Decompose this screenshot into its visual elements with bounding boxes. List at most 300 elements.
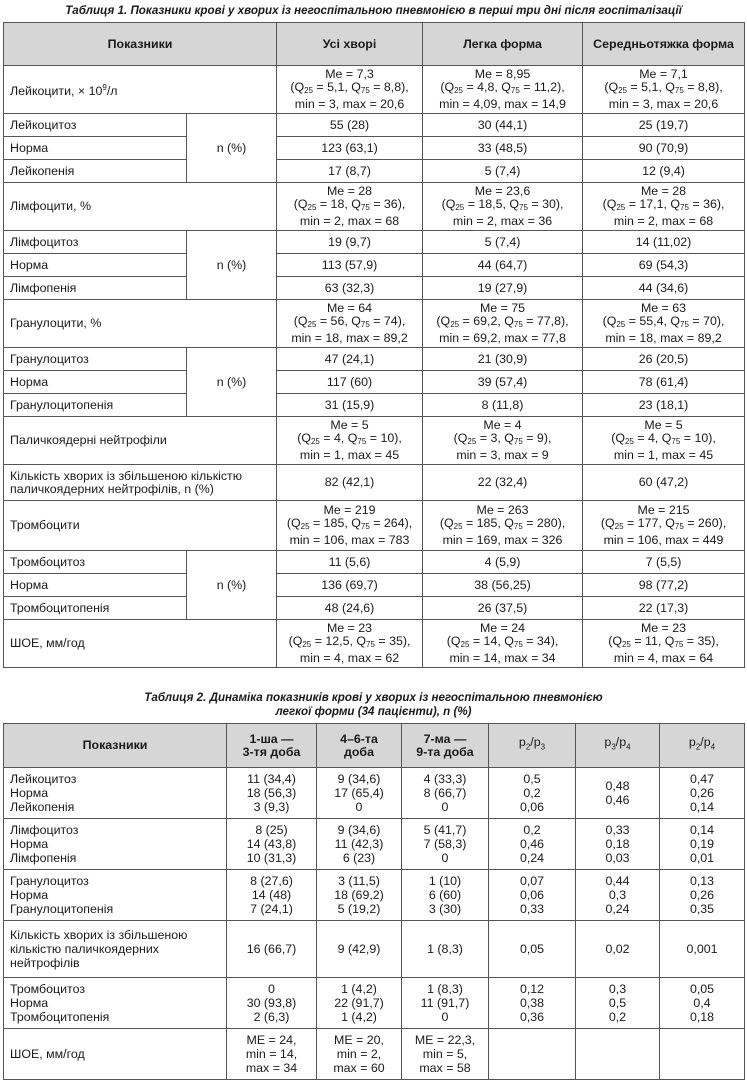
- stat-cell: [277, 417, 423, 465]
- header-day-4-6-line1: 4–6-та: [340, 731, 378, 746]
- day3-values-line: 1 (8,3): [427, 982, 463, 996]
- p24-values-line: 0,26: [689, 786, 715, 800]
- stat-cell: [423, 620, 583, 668]
- day3-values: [402, 819, 489, 870]
- p34-values-line: 0,5: [608, 996, 627, 1010]
- table2-row: [4, 978, 745, 1029]
- table2-caption-line2: легкої форми (34 пацієнти), n (%): [275, 705, 472, 718]
- header-day-1-3: [227, 724, 317, 768]
- day1-values-line: 18 (56,3): [246, 786, 297, 800]
- p34-values-line: 0,3: [608, 982, 627, 996]
- quartiles: ($Q_{25} = 4,8$, $Q_{75} = 11,2$),: [440, 80, 565, 96]
- day1-values-line: 11 (34,4): [247, 772, 296, 786]
- value-cell: 48 (24,6): [277, 597, 423, 620]
- q25-value: 55,4: [639, 314, 664, 329]
- row-labels-line: Гранулоцитопенія: [10, 902, 114, 916]
- value-cell: 39 (57,4): [423, 371, 583, 394]
- day3-values-line: ME = 22,3,: [414, 1033, 476, 1047]
- quartiles: ($Q_{25} = 14$, $Q_{75} = 34$),: [446, 634, 559, 650]
- leuk-sup: 9: [102, 82, 107, 92]
- day3-values-line: 7 (58,3): [423, 837, 467, 851]
- day2-values-line: 17 (65,4): [334, 786, 384, 800]
- table-row: [4, 277, 745, 300]
- value-cell: 0,02: [576, 921, 660, 978]
- header-day-7-9-line1: 7-ма —: [423, 731, 467, 746]
- row-label: ШОЕ, мм/год: [4, 1029, 227, 1080]
- value-cell: 5 (7,4): [423, 160, 583, 183]
- p23-values-line: 0,06: [519, 800, 545, 814]
- value-cell: 1 (8,3): [402, 921, 489, 978]
- day2-values-line: 0: [355, 800, 363, 814]
- median-value: Me = 75: [479, 301, 526, 316]
- table2-row: [4, 768, 745, 819]
- gran-label: Гранулоцити, %: [10, 316, 102, 331]
- p24-values-line: 0,14: [689, 823, 715, 837]
- value-cell: 26 (37,5): [423, 597, 583, 620]
- row-label: Лімфоцитоз: [4, 231, 187, 254]
- min-max: min = 14, max = 34: [449, 650, 556, 665]
- min-max: min = 2, max = 68: [299, 213, 400, 228]
- q25-value: 11: [645, 634, 658, 649]
- value-cell: 0,05: [489, 921, 576, 978]
- value-cell: 117 (60): [277, 371, 423, 394]
- row-labels: [4, 768, 227, 819]
- leuk-label-text: Лейкоцити, × 10: [10, 83, 103, 98]
- table2-header-row: [4, 724, 745, 768]
- header-p2-p3-sub: 2: [525, 742, 531, 752]
- stat-cell: [423, 501, 583, 551]
- row-labels-line: Лімфопенія: [10, 851, 77, 865]
- header-mild-form: Легка форма: [423, 23, 583, 66]
- day2-values: [317, 978, 402, 1029]
- table2-caption-line1: Таблиця 2. Динаміка показників крові у хворих із негоспітальною пневмонією: [144, 691, 603, 704]
- value-cell: 136 (69,7): [277, 574, 423, 597]
- value-cell: 22 (17,3): [583, 597, 745, 620]
- value-cell: 4 (5,9): [423, 551, 583, 574]
- row-label: Норма: [4, 574, 187, 597]
- row-label: [4, 501, 277, 551]
- table-row: [4, 137, 745, 160]
- stat-cell: [583, 183, 745, 231]
- table2-row-esr: [4, 1029, 745, 1080]
- q25-value: 18: [330, 197, 345, 212]
- value-cell: 47 (24,1): [277, 348, 423, 371]
- q25-value: 12,5: [325, 634, 350, 649]
- day2-values-line: 6 (23): [342, 851, 376, 865]
- day3-values-line: 3 (30): [428, 902, 462, 916]
- quartiles: ($Q_{25} = 177$, $Q_{75} = 260$),: [600, 516, 727, 532]
- q25-value: 56: [330, 314, 345, 329]
- p24-values: [660, 819, 745, 870]
- value-cell: 26 (20,5): [583, 348, 745, 371]
- q25-value: 5,1: [641, 80, 659, 95]
- p23-values-line: 0,2: [523, 786, 541, 800]
- row-labels-line: Норма: [10, 996, 49, 1010]
- header-day-7-9: [402, 724, 489, 768]
- table1: [3, 22, 745, 668]
- header-p2-p4-sub2: 4: [710, 742, 716, 752]
- p34-values-line: 0,2: [608, 1010, 627, 1024]
- plt-label: Тромбоцити: [10, 518, 80, 533]
- value-cell: 17 (8,7): [277, 160, 423, 183]
- unit-cell: n (%): [187, 231, 277, 300]
- row-label: Норма: [4, 254, 187, 277]
- stat-cell: [583, 417, 745, 465]
- p34-values-line: 0,46: [605, 793, 630, 807]
- day1-values: [227, 768, 317, 819]
- q75-value: 9: [536, 431, 544, 446]
- stat-cell: [277, 300, 423, 348]
- band-label: Паличкоядерні нейтрофіли: [10, 433, 167, 448]
- row-labels-line: Лімфоцитоз: [10, 823, 79, 837]
- p34-values-line: 0,44: [605, 874, 630, 888]
- table-row: [4, 114, 745, 137]
- p23-values-line: 0,38: [519, 996, 545, 1010]
- stat-cell: [277, 620, 423, 668]
- value-cell: 98 (77,2): [583, 574, 745, 597]
- day1-values-line: 2 (6,3): [253, 1010, 290, 1024]
- q25-value: 18,5: [478, 197, 503, 212]
- value-cell: 21 (30,9): [423, 348, 583, 371]
- value-cell: 19 (9,7): [277, 231, 423, 254]
- quartiles: ($Q_{25} = 17,1$, $Q_{75} = 36$),: [602, 197, 725, 213]
- day1-values: [227, 1029, 317, 1080]
- row-label: [4, 620, 277, 668]
- header-p2-p4-sub: 2: [695, 742, 701, 752]
- q25-value: 185: [323, 516, 345, 531]
- quartiles: ($Q_{25} = 5,1$, $Q_{75} = 8,8$),: [604, 80, 723, 96]
- value-cell: 123 (63,1): [277, 137, 423, 160]
- median-value: Me = 8,95: [474, 67, 531, 82]
- q25-value: 177: [637, 516, 659, 531]
- value-cell: 11 (5,6): [277, 551, 423, 574]
- value-cell: 14 (11,02): [583, 231, 745, 254]
- value-cell: 55 (28): [277, 114, 423, 137]
- value-cell: 90 (70,9): [583, 137, 745, 160]
- day2-values: [317, 870, 402, 921]
- quartiles: ($Q_{25} = 12,5$, $Q_{75} = 35$),: [288, 634, 411, 650]
- stat-cell: [583, 501, 745, 551]
- min-max: min = 1, max = 45: [613, 447, 714, 462]
- header-p2-p3-sub2: 3: [540, 742, 546, 752]
- row-labels: [4, 870, 227, 921]
- row-label: [4, 417, 277, 465]
- day2-values-line: 9 (34,6): [337, 823, 381, 837]
- median-value: Me = 5: [330, 418, 369, 433]
- row-label: [4, 183, 277, 231]
- quartiles: ($Q_{25} = 4$, $Q_{75} = 10$),: [611, 431, 716, 447]
- row-labels-line: нейтрофілів: [10, 956, 80, 970]
- header-indicators: Показники: [4, 23, 277, 66]
- value-cell: 7 (5,5): [583, 551, 745, 574]
- q75-value: 36: [383, 197, 398, 212]
- q75-value: 11,2: [533, 80, 558, 95]
- table-row: [4, 597, 745, 620]
- q75-value: 35: [389, 634, 403, 649]
- day1-values-line: 10 (31,3): [246, 851, 297, 865]
- q25-value: 14: [483, 634, 498, 649]
- day2-values: [317, 768, 402, 819]
- p34-values-line: 0,33: [605, 823, 630, 837]
- p24-values-line: 0,13: [689, 874, 715, 888]
- q75-value: 30: [542, 197, 556, 212]
- header-p3-p4-sub2: 4: [626, 742, 631, 752]
- value-cell: 60 (47,2): [583, 465, 745, 501]
- day1-values-line: 3 (9,3): [253, 800, 290, 814]
- value-cell: 69 (54,3): [583, 254, 745, 277]
- p24-values-line: 0,19: [689, 837, 715, 851]
- q25-value: 4: [647, 431, 655, 446]
- median-value: Me = 5: [644, 418, 683, 433]
- table-row-leuk: [4, 66, 745, 114]
- median-value: Me = 28: [326, 184, 373, 199]
- row-labels-line: Кількість хворих із збільшеною: [10, 928, 188, 942]
- table-row: [4, 394, 745, 417]
- day2-values-line: 1 (4,2): [341, 1010, 377, 1024]
- empty-cell: [660, 1029, 745, 1080]
- median-value: Me = 219: [323, 503, 376, 518]
- table-row-band: [4, 417, 745, 465]
- header-p3-p4-p: p: [604, 735, 612, 750]
- quartiles: ($Q_{25} = 56$, $Q_{75} = 74$),: [293, 314, 406, 330]
- min-max: min = 1, max = 45: [299, 447, 400, 462]
- p34-values: [576, 819, 660, 870]
- row-label: [4, 300, 277, 348]
- value-cell: 63 (32,3): [277, 277, 423, 300]
- value-cell: 16 (66,7): [227, 921, 317, 978]
- q75-value: 10: [694, 431, 709, 446]
- day3-values-line: 1 (10): [428, 874, 462, 888]
- row-label: Лейкоцитоз: [4, 114, 187, 137]
- table-row: [4, 348, 745, 371]
- row-label: Тромбоцитоз: [4, 551, 187, 574]
- quartiles: ($Q_{25} = 55,4$, $Q_{75} = 70$),: [602, 314, 725, 330]
- min-max: min = 4,09, max = 14,9: [439, 96, 566, 111]
- row-label: Норма: [4, 137, 187, 160]
- table-row-esr: [4, 620, 745, 668]
- row-label: Гранулоцитоз: [4, 348, 187, 371]
- day3-values-line: 4 (33,3): [423, 772, 467, 786]
- q75-value: 264: [383, 516, 405, 531]
- lymph-label: Лімфоцити, %: [10, 199, 92, 214]
- q75-value: 10: [380, 431, 395, 446]
- row-labels: [4, 819, 227, 870]
- day3-values-line: 6 (60): [428, 888, 462, 902]
- leuk-label: [10, 84, 118, 98]
- row-labels-line: Норма: [10, 837, 49, 851]
- median-value: Me = 7,3: [325, 67, 374, 82]
- day2-values-line: 1 (4,2): [341, 982, 377, 996]
- median-value: Me = 23,6: [474, 184, 531, 199]
- q25-value: 4,8: [477, 80, 495, 95]
- value-cell: 5 (7,4): [423, 231, 583, 254]
- table-row: [4, 551, 745, 574]
- row-label: Лімфопенія: [4, 277, 187, 300]
- day1-values-line: 14 (43,8): [246, 837, 297, 851]
- median-value: Me = 7,1: [639, 67, 688, 82]
- day1-values: [227, 819, 317, 870]
- day1-values: [227, 870, 317, 921]
- header-p2-p4-mid: /p: [700, 735, 711, 750]
- p34-values-line: 0,24: [605, 902, 630, 916]
- stat-cell: [583, 300, 745, 348]
- day2-values-line: 22 (91,7): [334, 996, 384, 1010]
- quartiles: ($Q_{25} = 4$, $Q_{75} = 10$),: [297, 431, 402, 447]
- row-label: Лейкопенія: [4, 160, 187, 183]
- p34-values-line: 0,3: [608, 888, 627, 902]
- day3-values-line: min = 5,: [422, 1047, 468, 1061]
- row-labels-line: Лейкопенія: [10, 800, 75, 814]
- value-cell: 30 (44,1): [423, 114, 583, 137]
- day1-values-line: 0: [268, 982, 275, 996]
- header-p3-p4-sub: 3: [611, 742, 616, 752]
- row-labels: [4, 921, 227, 978]
- quartiles: ($Q_{25} = 3$, $Q_{75} = 9$),: [453, 431, 552, 447]
- min-max: min = 2, max = 36: [452, 213, 553, 228]
- value-cell: 31 (15,9): [277, 394, 423, 417]
- header-day-1-3-line2: 3-тя доба: [242, 744, 301, 759]
- table2-row-band: [4, 921, 745, 978]
- day3-values-line: 0: [441, 851, 449, 865]
- value-cell: 38 (56,25): [423, 574, 583, 597]
- p34-values-line: 0,18: [605, 837, 630, 851]
- table-row-plt: [4, 501, 745, 551]
- day3-values-line: 8 (66,7): [423, 786, 467, 800]
- p34-values: [576, 768, 660, 819]
- day2-values-line: min = 2,: [336, 1047, 382, 1061]
- header-p2-p3-mid: /p: [530, 735, 541, 750]
- p23-values-line: 0,5: [523, 772, 541, 786]
- header-day-4-6: [317, 724, 402, 768]
- q25-value: 185: [476, 516, 498, 531]
- table1-header-row: [4, 23, 745, 66]
- p24-values-line: 0,18: [689, 1010, 715, 1024]
- q75-value: 77,8: [536, 314, 562, 329]
- day3-values-line: 0: [441, 1010, 449, 1024]
- header-p2-p4: [660, 724, 745, 768]
- min-max: min = 3, max = 9: [456, 447, 549, 462]
- row-labels-line: Тромбоцитоз: [10, 982, 86, 996]
- day1-values-line: 8 (27,6): [250, 874, 293, 888]
- p34-values-line: 0,03: [605, 851, 630, 865]
- value-cell: 25 (19,7): [583, 114, 745, 137]
- row-labels-line: Норма: [10, 888, 49, 902]
- header-all-patients: Усі хворі: [277, 23, 423, 66]
- q75-value: 36: [703, 197, 717, 212]
- median-value: Me = 64: [326, 301, 373, 316]
- value-cell: 22 (32,4): [423, 465, 583, 501]
- day1-values-line: max = 34: [245, 1061, 298, 1075]
- empty-cell: [576, 1029, 660, 1080]
- row-labels-line: Лейкоцитоз: [10, 772, 77, 786]
- p23-values-line: 0,24: [519, 851, 545, 865]
- median-value: Me = 4: [483, 418, 522, 433]
- day2-values-line: 5 (19,2): [337, 902, 381, 916]
- min-max: min = 69,2, max = 77,8: [439, 330, 566, 345]
- row-label: Тромбоцитопенія: [4, 597, 187, 620]
- table2: [3, 723, 745, 1080]
- table-row-gran: [4, 300, 745, 348]
- p24-values-line: 0,47: [689, 772, 715, 786]
- day3-values: [402, 1029, 489, 1080]
- quartiles: ($Q_{25} = 185$, $Q_{75} = 280$),: [439, 516, 566, 532]
- min-max: min = 169, max = 326: [442, 532, 563, 547]
- day1-values-line: 30 (93,8): [246, 996, 297, 1010]
- p24-values: [660, 768, 745, 819]
- stat-cell: [583, 620, 745, 668]
- median-value: Me = 63: [640, 301, 687, 316]
- q75-value: 70: [703, 314, 717, 329]
- row-label: Кількість хворих із збільшеною кількістю паличкоядерних нейтрофілів, n (%): [4, 465, 277, 501]
- day1-values-line: 7 (24,1): [250, 902, 293, 916]
- stat-cell: [423, 300, 583, 348]
- header-day-7-9-line2: 9-та доба: [416, 744, 474, 759]
- header-moderate-form: Середньотяжка форма: [583, 23, 745, 66]
- header-p3-p4: [576, 724, 660, 768]
- stat-cell: [277, 66, 423, 114]
- value-cell: 33 (48,5): [423, 137, 583, 160]
- table-row: [4, 231, 745, 254]
- p23-values: [489, 870, 576, 921]
- value-cell: 8 (11,8): [423, 394, 583, 417]
- value-cell: 23 (18,1): [583, 394, 745, 417]
- unit-cell: n (%): [187, 551, 277, 620]
- min-max: min = 3, max = 20,6: [294, 96, 405, 111]
- header-p2-p3-p: p: [518, 735, 526, 750]
- header-p2-p3: [489, 724, 576, 768]
- p23-values-line: 0,07: [519, 874, 545, 888]
- p24-values-line: 0,26: [689, 888, 715, 902]
- empty-cell: [489, 1029, 576, 1080]
- p23-values-line: 0,33: [519, 902, 545, 916]
- value-cell: 44 (34,6): [583, 277, 745, 300]
- day3-values: [402, 768, 489, 819]
- day2-values-line: 3 (11,5): [338, 874, 380, 888]
- median-value: Me = 23: [640, 621, 687, 636]
- p23-values-line: 0,46: [519, 837, 545, 851]
- table-row: [4, 254, 745, 277]
- p23-values: [489, 768, 576, 819]
- day3-values: [402, 870, 489, 921]
- day1-values: [227, 978, 317, 1029]
- day3-values: [402, 978, 489, 1029]
- table-row-band-count: [4, 465, 745, 501]
- q25-value: 69,2: [473, 314, 498, 329]
- median-value: Me = 263: [476, 503, 529, 518]
- header-p3-p4-mid: /p: [615, 735, 627, 750]
- table-row: [4, 160, 745, 183]
- table2-row: [4, 819, 745, 870]
- day3-values-line: 5 (41,7): [423, 823, 467, 837]
- p23-values-line: 0,36: [519, 1010, 545, 1024]
- table-row-lymph: [4, 183, 745, 231]
- q75-value: 8,8: [383, 80, 402, 95]
- quartiles: ($Q_{25} = 11$, $Q_{75} = 35$),: [608, 634, 719, 650]
- header-indicators: Показники: [4, 724, 227, 768]
- day2-values-line: 11 (42,3): [334, 837, 384, 851]
- value-cell: 9 (42,9): [317, 921, 402, 978]
- day2-values-line: max = 60: [333, 1061, 385, 1075]
- day1-values-line: ME = 24,: [246, 1033, 297, 1047]
- stat-cell: [423, 417, 583, 465]
- p34-values: [576, 978, 660, 1029]
- p23-values-line: 0,06: [519, 888, 545, 902]
- day2-values-line: 18 (69,2): [334, 888, 384, 902]
- p34-values: [576, 870, 660, 921]
- p23-values: [489, 978, 576, 1029]
- p23-values-line: 0,12: [519, 982, 545, 996]
- day1-values-line: 14 (48): [251, 888, 292, 902]
